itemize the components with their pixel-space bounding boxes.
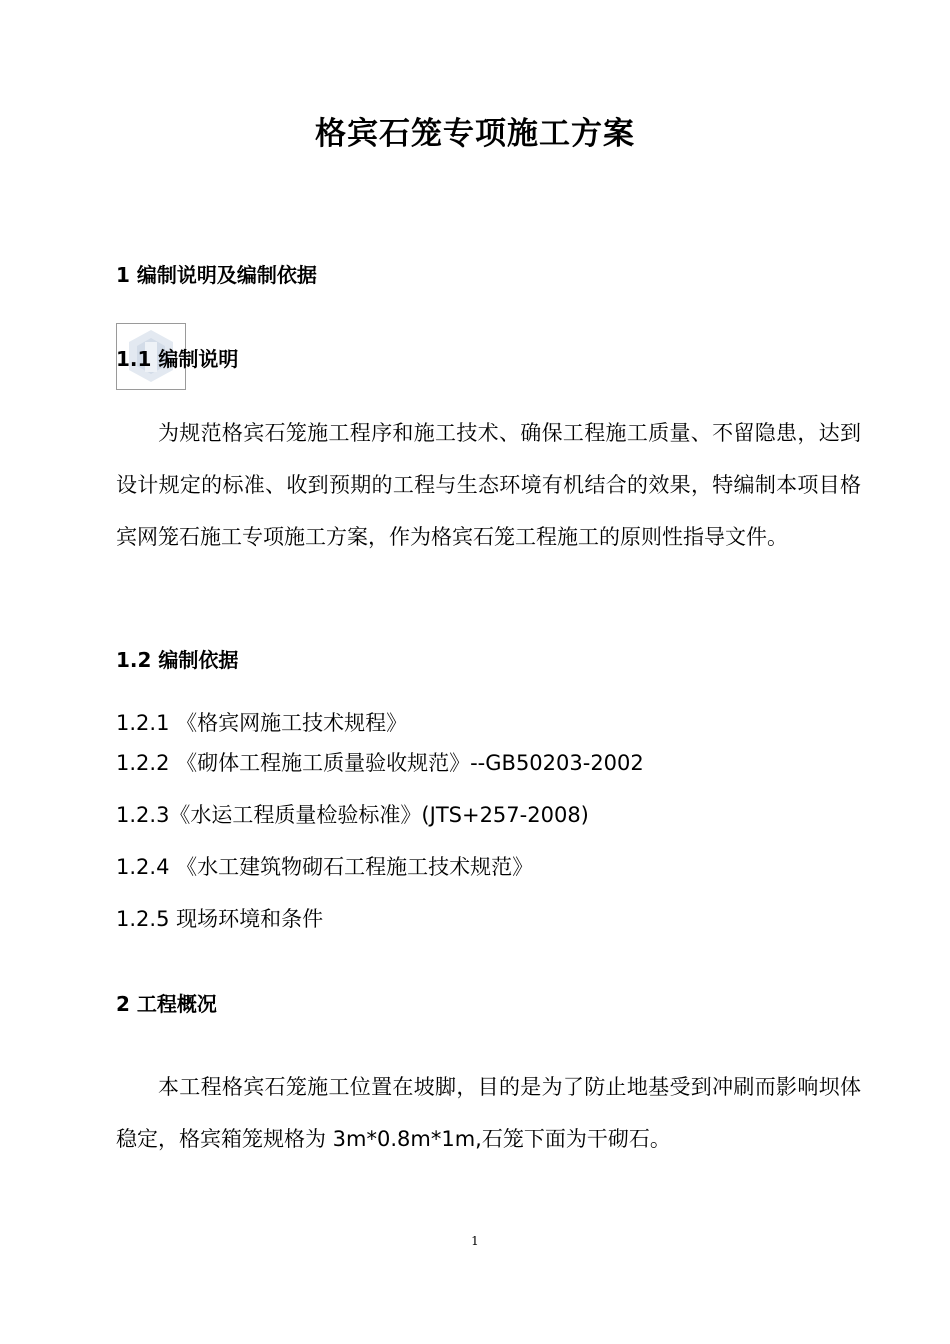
section-1-heading: 1 编制说明及编制依据	[116, 263, 317, 287]
page-number: 1	[471, 1234, 479, 1248]
reference-item: 1.2.5 现场环境和条件	[116, 907, 324, 931]
section-2-paragraph: 本工程格宾石笼施工位置在坡脚，目的是为了防止地基受到冲刷而影响坝体稳定，格宾箱笼规格为 3m*0.8m*1m,石笼下面为干砌石。	[116, 1075, 861, 1151]
section-2-heading: 2 工程概况	[116, 992, 217, 1016]
document-title: 格宾石笼专项施工方案	[315, 116, 635, 152]
reference-item: 1.2.3《水运工程质量检验标准》(JTS+257-2008)	[116, 803, 589, 827]
section-1-1-paragraph: 为规范格宾石笼施工程序和施工技术、确保工程施工质量、不留隐患，达到设计规定的标准、收到预期的工程与生态环境有机结合的效果，特编制本项目格宾网笼石施工专项施工方案，作为格宾石笼工程施工的原则性指导文件。	[116, 421, 861, 549]
section-1-2-heading: 1.2 编制依据	[116, 648, 239, 672]
reference-item: 1.2.2 《砌体工程施工质量验收规范》--GB50203-2002	[116, 751, 644, 775]
section-1-1-heading: 1.1 编制说明	[116, 347, 239, 371]
reference-item: 1.2.4 《水工建筑物砌石工程施工技术规范》	[116, 855, 534, 879]
reference-item: 1.2.1 《格宾网施工技术规程》	[116, 711, 408, 735]
